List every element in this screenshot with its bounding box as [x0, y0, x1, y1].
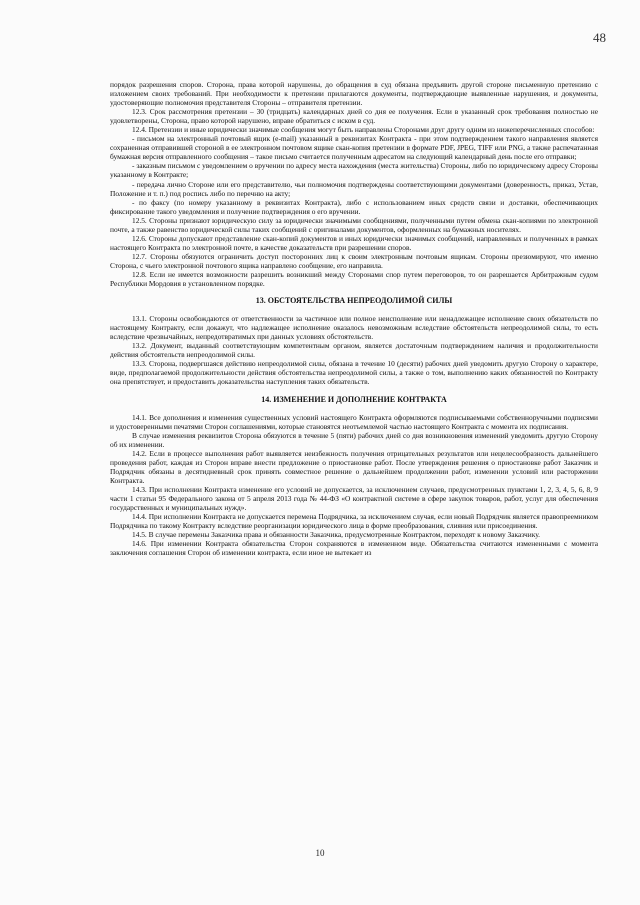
paragraph: порядок разрешения споров. Сторона, права которой нарушены, до обращения в суд обязана предъявить другой стороне письменную претензию с изложением своих требований. При необходимости к претензии прилагаются документы, подтверждающие выявленные нарушения, и документы, удостоверяющие полномочия представителя Стороны – отправителя претензии.: [110, 80, 598, 108]
paragraph: 12.3. Срок рассмотрения претензии – 30 (тридцать) календарных дней со дня ее получения. Если в указанный срок требования полностью не удовлетворены, Сторона, право которой нарушено, вправе обратиться с иском в суд.: [110, 107, 598, 126]
paragraph: 12.6. Стороны допускают представление скан-копий документов и иных юридически значимых сообщений, направленных и полученных в рамках настоящего Контракта по электронной почте, в качестве доказательств при разрешении споров.: [110, 233, 598, 252]
paragraph: 12.7. Стороны обязуются ограничить доступ посторонних лиц к своим электронным почтовым ящикам. Стороны презюмируют, что именно Сторона, с чьего электронной почтового ящика направлено сообщение, его направила.: [110, 251, 598, 270]
paragraph: 12.4. Претензии и иные юридически значимые сообщения могут быть направлены Сторонами друг другу одним из нижеперечисленных способов:: [132, 125, 595, 135]
section-heading: 13. ОБСТОЯТЕЛЬСТВА НЕПРЕОДОЛИМОЙ СИЛЫ: [255, 296, 453, 306]
paragraph: 14.3. При исполнении Контракта изменение его условий не допускается, за исключением случаев, предусмотренных пунктами 1, 2, 3, 4, 5, 6, 8, 9 части 1 статьи 95 Федерального закона от 5 апреля 2013 года № 44-ФЗ «О контрактной системе в сфере закупок товаров, работ, услуг для обеспечения государственных и муниципальных нужд».: [110, 484, 598, 513]
paragraph: 12.8. Если не имеется возможности разрешить возникший между Сторонами спор путем переговоров, то он разрешается Арбитражным судом Республики Мордовия в установленном порядке.: [110, 269, 598, 289]
list-item: - по факсу (по номеру указанному в реквизитах Контракта), либо с использованием иных средств связи и доставки, обеспечивающих фиксирование такого уведомления и получение подтверждения о его вручении.: [110, 197, 598, 216]
page-number-top: 48: [593, 30, 606, 45]
paragraph: 12.5. Стороны признают юридическую силу за юридически значимыми сообщениями, полученными путем обмена скан-копиями по электронной почте, а также равенство юридической силы таких сообщений с оригиналами документов, оформленных на бумажных носителях.: [110, 215, 598, 234]
paragraph: 14.2. Если в процессе выполнения работ выявляется неизбежность получения отрицательных результатов или нецелесообразность дальнейшего проведения работ, каждая из Сторон вправе внести предложение о приостановке работ. После утверждения решения о приостановке работ Заказчик и Подрядчик обязаны в десятидневный срок принять совместное решение о дальнейшем продолжении работ, изменении условий или расторжении Контракта.: [110, 448, 598, 485]
paragraph: 14.4. При исполнении Контракта не допускается перемена Подрядчика, за исключением случая, если новый Подрядчик является правопреемником Подрядчика по такому Контракту вследствие реорганизации юридического лица в форме преобразования, слияния или присоединения.: [110, 512, 598, 531]
paragraph: В случае изменения реквизитов Сторона обязуются в течение 5 (пяти) рабочих дней со дня возникновения изменений уведомить другую Сторону об их изменении.: [110, 430, 598, 449]
paragraph: 13.3. Сторона, подвергшаяся действию непреодолимой силы, обязана в течение 10 (десяти) рабочих дней уведомить другую Сторону о характере, виде, предполагаемой продолжительности действия обстоятельства непреодолимой силы, а также о том, выполнению каких обязанностей по Контракту она препятствует, и предоставить доказательства наступления таких обязательств.: [110, 359, 598, 387]
page-number-bottom: 10: [315, 848, 325, 858]
document-body: [110, 80, 598, 557]
paragraph: 13.2. Документ, выданный соответствующим компетентным органом, является достаточным подтверждением наличия и продолжительности действия обстоятельств непреодолимой силы.: [110, 341, 598, 360]
list-item: - письмом на электронный почтовый ящик (e-mail) указанный в реквизитах Контракта - при этом подтверждением такого направления является сохраненная отправившей стороной в ее электронном почтовом ящике скан-копия претензии в формате PDF, JPEG, TIFF или PNG, а также распечатанная бумажная версия отправленного сообщения – такое письмо считается полученным адресатом на следующий календарный день после его отправки;: [110, 134, 598, 162]
paragraph: 14.6. При изменении Контракта обязательства Сторон сохраняются в измененном виде. Обязательства считаются измененными с момента заключения соглашения Сторон об изменении контракта, если иное не вытекает из: [110, 539, 598, 558]
paragraph: 14.1. Все дополнения и изменения существенных условий настоящего Контракта оформляются подписываемыми собственноручными подписями и удостоверенными печатями Сторон соглашениями, которые становятся неотъемлемой частью настоящего Контракта с момента их подписания.: [110, 412, 598, 431]
paragraph: 14.5. В случае перемены Заказчика права и обязанности Заказчика, предусмотренные Контрактом, переходят к новому Заказчику.: [132, 530, 541, 540]
paragraph: 13.1. Стороны освобождаются от ответственности за частичное или полное неисполнение или ненадлежащее исполнение своих обязательств по настоящему Контракту, если докажут, что надлежащее исполнение оказалось невозможным вследствие обстоятельств непреодолимой силы, то есть вследствие чрезвычайных, непредотвратимых при данных условиях обстоятельств.: [110, 314, 598, 342]
list-item: - передача лично Стороне или его представителю, чьи полномочия подтверждены соответствующими документами (доверенность, приказ, Устав, Положение и т. п.) под роспись либо по перечню на акту;: [110, 179, 598, 198]
list-item: - заказным письмом с уведомлением о вручении по адресу места нахождения (места жительства) Стороны, либо по юридическому адресу Стороны указанному в Контракте;: [110, 161, 598, 180]
section-heading: 14. ИЗМЕНЕНИЕ И ДОПОЛНЕНИЕ КОНТРАКТА: [261, 394, 447, 404]
